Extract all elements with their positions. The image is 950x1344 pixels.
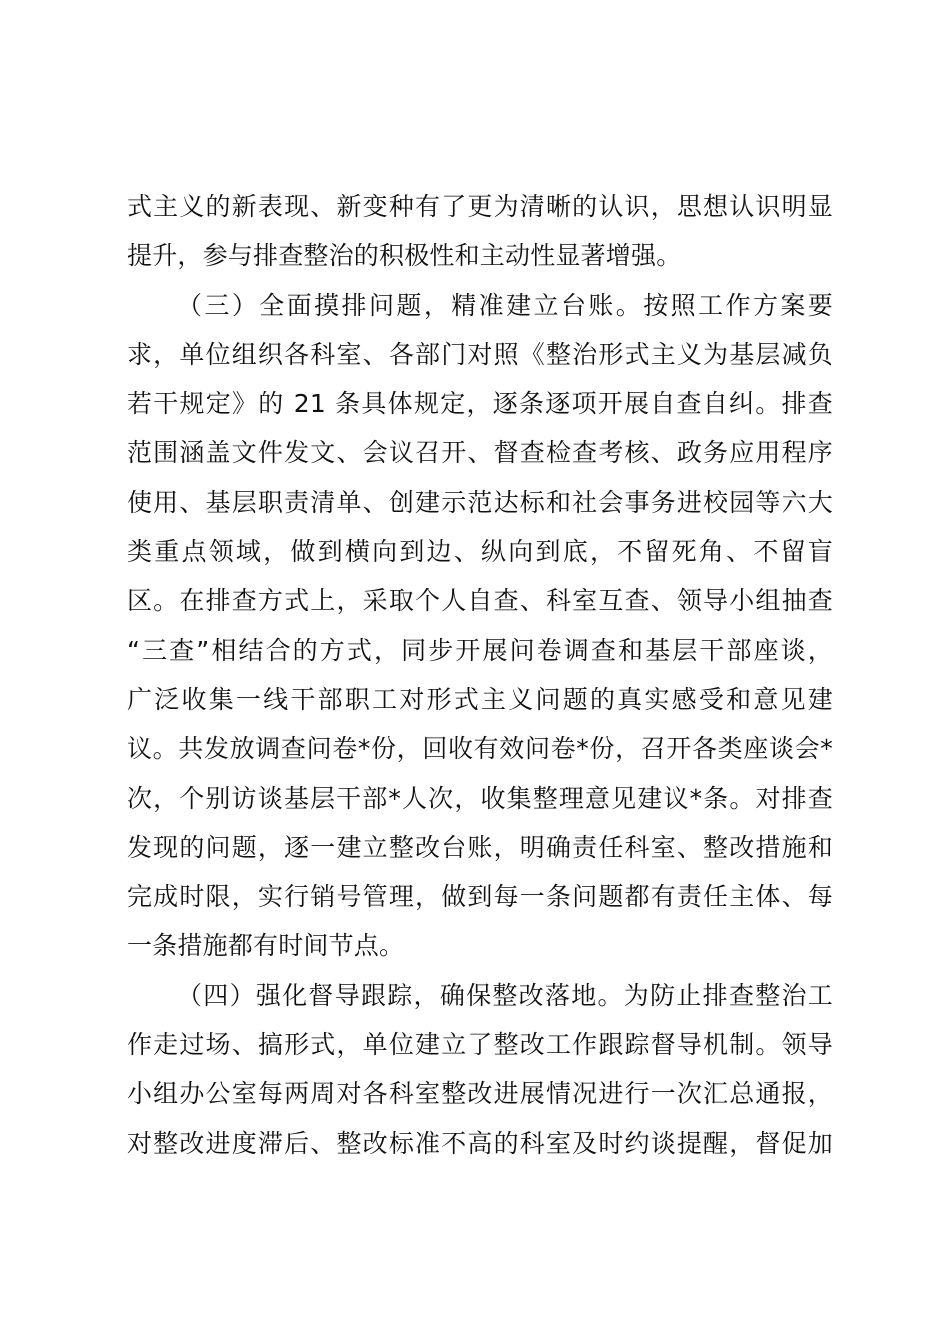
text-line-20: 对整改进度滞后、整改标准不高的科室及时约谈提醒，督促加 <box>127 1128 833 1158</box>
text-line-12: 议。共发放调查问卷*份，回收有效问卷*份，召开各类座谈会* <box>127 734 833 764</box>
text-line-11: 广泛收集一线干部职工对形式主义问题的真实感受和意见建 <box>127 684 833 714</box>
text-line-8: 类重点领域，做到横向到边、纵向到底，不留死角、不留盲 <box>127 537 833 567</box>
text-line-5: 若干规定》的 21 条具体规定，逐条逐项开展自查自纠。排查 <box>127 389 833 419</box>
text-line-16: 一条措施都有时间节点。 <box>127 931 405 961</box>
text-line-4: 求，单位组织各科室、各部门对照《整治形式主义为基层减负 <box>127 339 833 369</box>
text-line-7: 使用、基层职责清单、创建示范达标和社会事务进校园等六大 <box>127 487 833 517</box>
text-line-13: 次，个别访谈基层干部*人次，收集整理意见建议*条。对排查 <box>127 783 833 813</box>
text-line-17: （四）强化督导跟踪，确保整改落地。为防止排查整治工 <box>177 980 833 1010</box>
text-line-18: 作走过场、搞形式，单位建立了整改工作跟踪督导机制。领导 <box>127 1030 833 1060</box>
text-line-19: 小组办公室每两周对各科室整改进展情况进行一次汇总通报， <box>127 1079 833 1109</box>
text-line-15: 完成时限，实行销号管理，做到每一条问题都有责任主体、每 <box>127 882 833 912</box>
text-line-6: 范围涵盖文件发文、会议召开、督查检查考核、政务应用程序 <box>127 438 833 468</box>
text-line-2: 提升，参与排查整治的积极性和主动性显著增强。 <box>127 241 682 271</box>
text-line-14: 发现的问题，逐一建立整改台账，明确责任科室、整改措施和 <box>127 832 833 862</box>
text-line-1: 式主义的新表现、新变种有了更为清晰的认识，思想认识明显 <box>127 192 833 221</box>
text-line-3: （三）全面摸排问题，精准建立台账。按照工作方案要 <box>177 290 833 320</box>
text-line-9: 区。在排查方式上，采取个人自查、科室互查、领导小组抽查 <box>127 586 833 616</box>
document-body <box>127 182 833 1168</box>
text-line-10: “三查”相结合的方式，同步开展问卷调查和基层干部座谈， <box>127 635 833 665</box>
